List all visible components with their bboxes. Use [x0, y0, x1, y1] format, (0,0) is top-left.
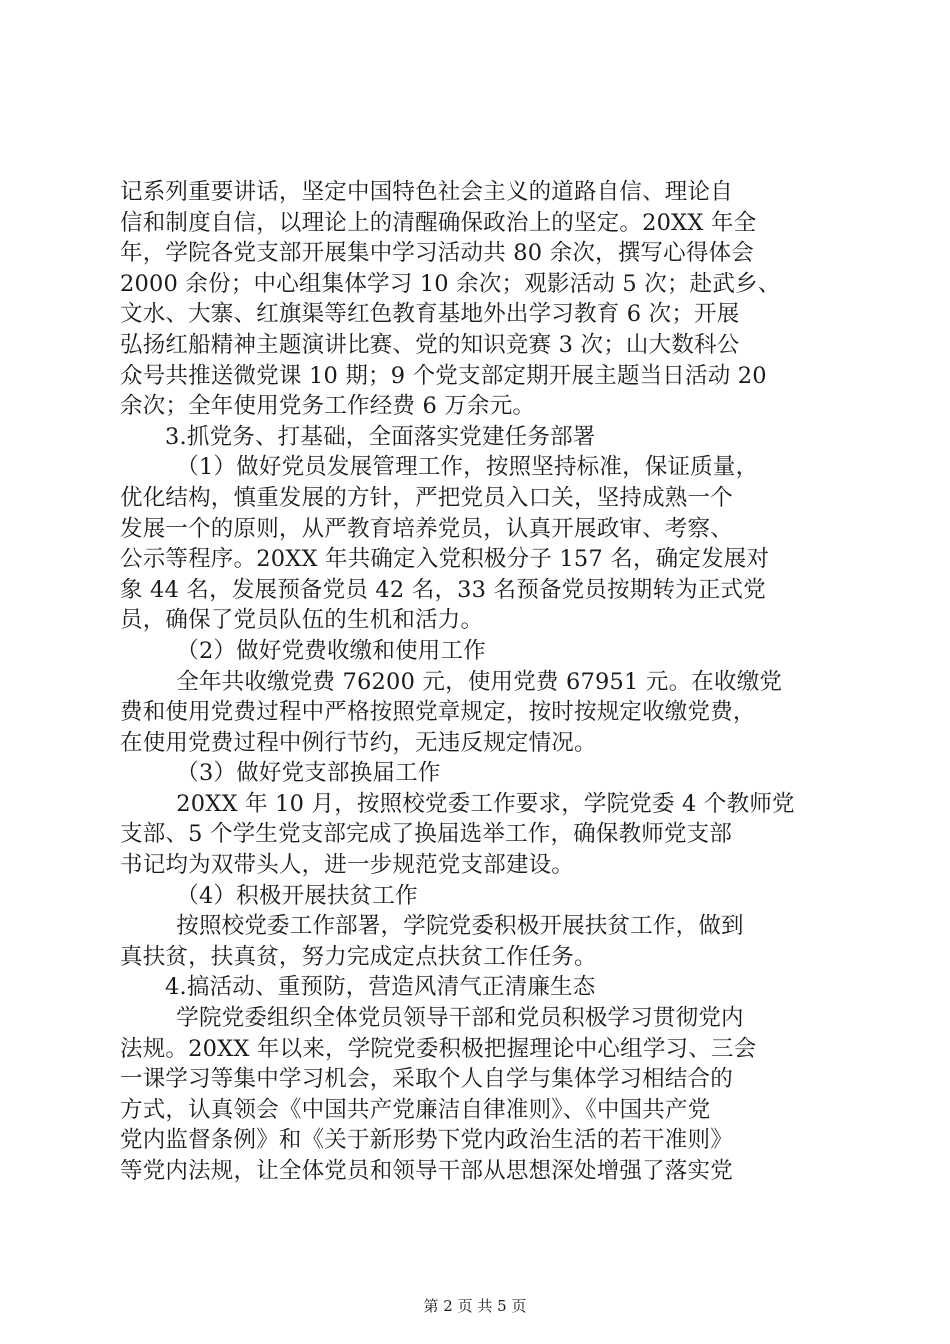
- text-line: 员，确保了党员队伍的生机和活力。: [120, 607, 484, 634]
- text-line: 众号共推送微党课 10 期；9 个党支部定期开展主题当日活动 20: [120, 362, 767, 389]
- text-line: 等党内法规，让全体党员和领导干部从思想深处增强了落实党: [120, 1158, 733, 1184]
- text-line: 余次；全年使用党务工作经费 6 万余元。: [120, 393, 536, 420]
- text-line: 在使用党费过程中例行节约，无违反规定情况。: [120, 729, 597, 756]
- text-line: 2000 余份；中心组集体学习 10 余次；观影活动 5 次；赴武乡、: [120, 270, 781, 297]
- text-line: 方式，认真领会《中国共产党廉洁自律准则》、《中国共产党: [120, 1096, 711, 1123]
- text-line: 真扶贫，扶真贫，努力完成定点扶贫工作任务。: [120, 943, 597, 970]
- text-line: 党内监督条例》和《关于新形势下党内政治生活的若干准则》: [120, 1127, 733, 1154]
- text-line: 4.搞活动、重预防，营造风清气正清廉生态: [165, 974, 596, 1001]
- text-line: （3）做好党支部换届工作: [176, 760, 441, 787]
- text-line: 象 44 名，发展预备党员 42 名，33 名预备党员按期转为正式党: [120, 576, 766, 603]
- text-line: 记系列重要讲话，坚定中国特色社会主义的道路自信、理论自: [120, 179, 733, 205]
- page-footer: 第 2 页 共 5 页: [423, 1297, 527, 1315]
- text-line: 支部、5 个学生党支部完成了换届选举工作，确保教师党支部: [120, 821, 733, 848]
- text-line: 法规。20XX 年以来，学院党委积极把握理论中心组学习、三会: [120, 1035, 757, 1062]
- text-line: （1）做好党员发展管理工作，按照坚持标准，保证质量，: [176, 454, 759, 481]
- text-line: 公示等程序。20XX 年共确定入党积极分子 157 名，确定发展对: [120, 546, 770, 573]
- text-line: 书记均为双带头人，进一步规范党支部建设。: [120, 852, 575, 879]
- text-line: 文水、大寨、红旗渠等红色教育基地外出学习教育 6 次；开展: [120, 301, 740, 328]
- text-line: 一课学习等集中学习机会，采取个人自学与集体学习相结合的: [120, 1066, 733, 1093]
- text-line: 费和使用党费过程中严格按照党章规定，按时按规定收缴党费，: [120, 699, 756, 726]
- text-line: 弘扬红船精神主题演讲比赛、党的知识竞赛 3 次；山大数科公: [120, 331, 740, 358]
- text-line: 发展一个的原则，从严教育培养党员，认真开展政审、考察、: [120, 515, 733, 542]
- text-line: 3.抓党务、打基础，全面落实党建任务部署: [165, 423, 596, 450]
- text-line: 学院党委组织全体党员领导干部和党员积极学习贯彻党内: [176, 1005, 744, 1032]
- text-line: （2）做好党费收缴和使用工作: [176, 637, 486, 664]
- text-line: 年，学院各党支部开展集中学习活动共 80 余次，撰写心得体会: [120, 240, 754, 267]
- text-line: 20XX 年 10 月，按照校党委工作要求，学院党委 4 个教师党: [176, 790, 795, 817]
- text-line: （4）积极开展扶贫工作: [176, 882, 418, 909]
- text-line: 按照校党委工作部署，学院党委积极开展扶贫工作，做到: [176, 913, 744, 940]
- text-line: 优化结构，慎重发展的方针，严把党员入口关，坚持成熟一个: [120, 484, 733, 511]
- text-line: 信和制度自信，以理论上的清醒确保政治上的坚定。20XX 年全: [120, 209, 757, 236]
- document-body: [120, 177, 832, 1187]
- text-line: 全年共收缴党费 76200 元，使用党费 67951 元。在收缴党: [176, 668, 783, 695]
